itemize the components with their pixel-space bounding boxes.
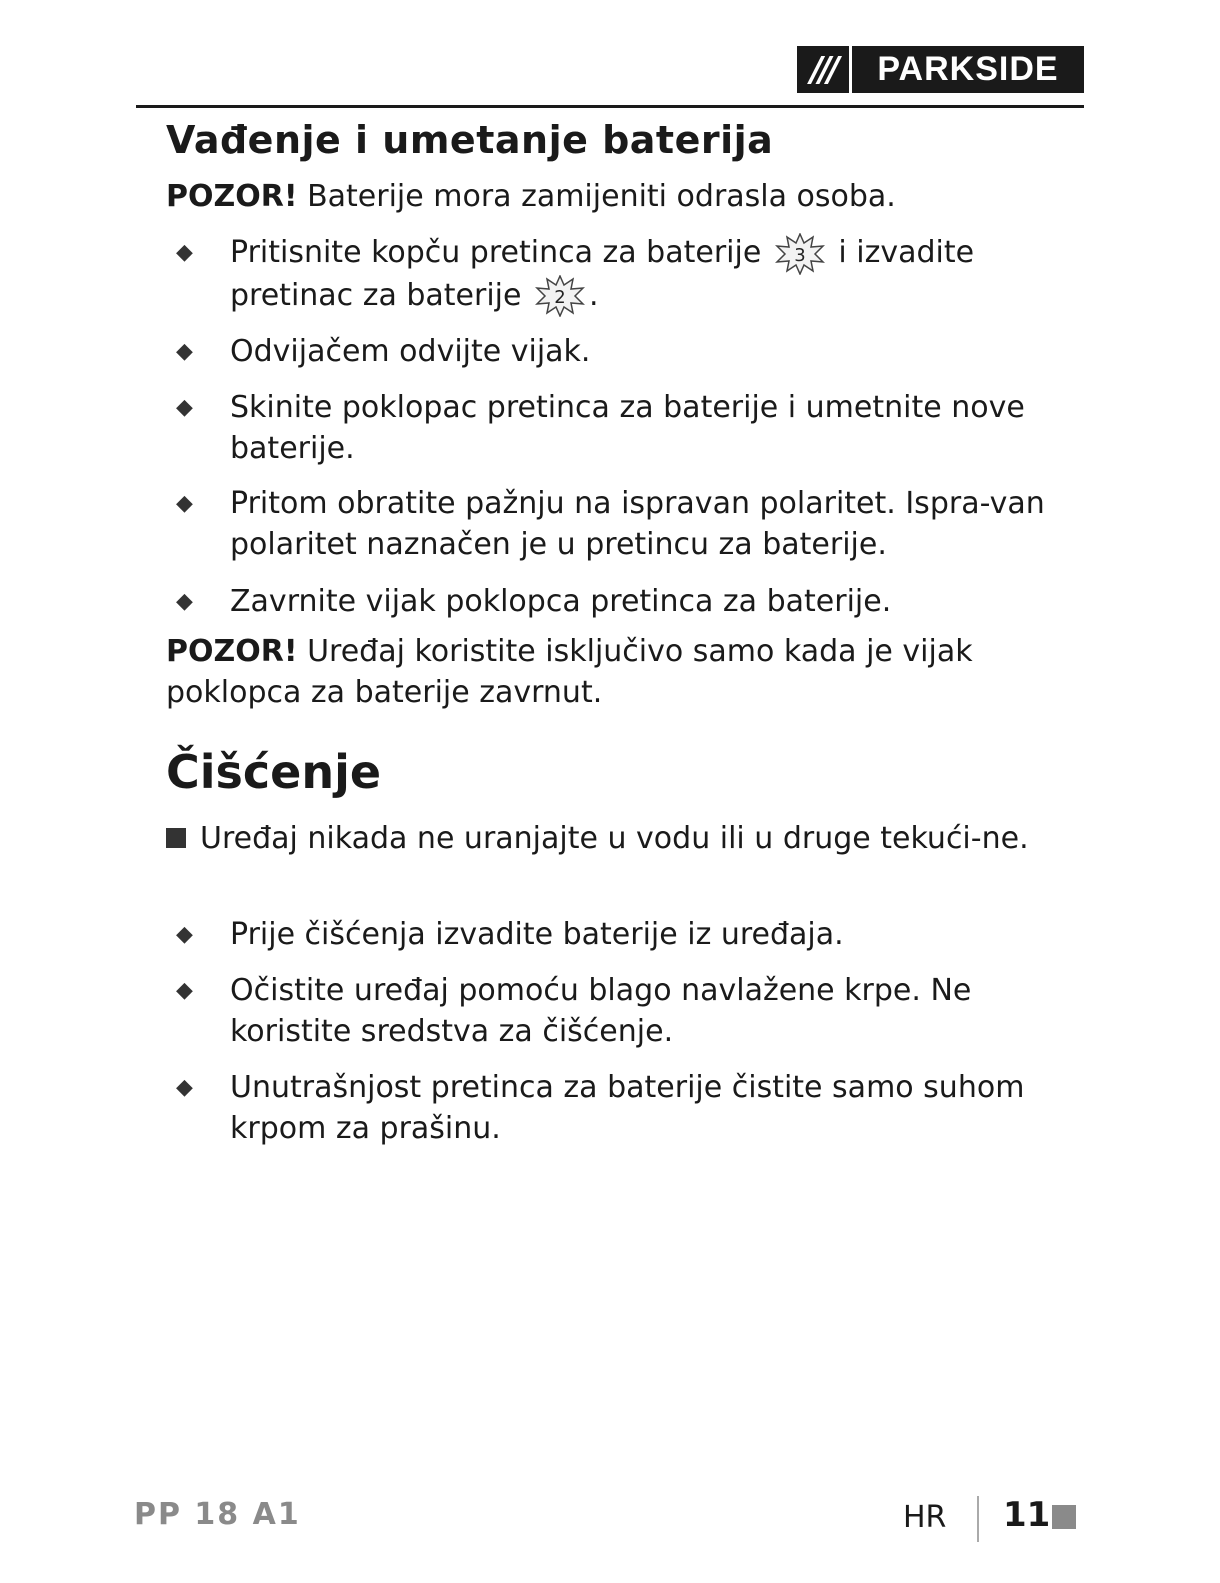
diamond-bullet-icon: ◆: [176, 339, 193, 364]
parkside-logo: [797, 46, 1084, 93]
step-text: i izvadite pretinac za baterije: [230, 235, 975, 313]
badge-number: 3: [794, 244, 806, 266]
section-title-cleaning: Čišćenje: [166, 745, 382, 799]
diamond-bullet-icon: ◆: [176, 240, 193, 265]
header-rule: [136, 105, 1084, 108]
list-item: [176, 331, 1046, 372]
list-item-text: Pritom obratite pažnju na ispravan polaritet. Ispra-van polaritet naznačen je u pretincu za baterije.: [230, 486, 1045, 562]
list-item: [176, 232, 1046, 317]
list-item: [176, 483, 1046, 565]
diamond-bullet-icon: ◆: [176, 978, 193, 1003]
diamond-bullet-icon: ◆: [176, 922, 193, 947]
square-bullet-icon: [166, 818, 200, 859]
note-label: POZOR!: [166, 634, 298, 669]
list-item-text: Skinite poklopac pretinca za baterije i umetnite nove baterije.: [230, 390, 1025, 466]
logo-slashes: ///: [810, 49, 836, 90]
callout-badge-icon: [535, 275, 585, 317]
list-item: [176, 914, 1046, 955]
badge-number: 2: [554, 287, 566, 308]
diamond-bullet-icon: ◆: [176, 491, 193, 516]
note-text: Uređaj koristite isključivo samo kada je vijak poklopca za baterije zavrnut.: [166, 634, 973, 710]
step-text: Pritisnite kopču pretinca za baterije: [230, 235, 771, 270]
diamond-bullet-icon: ◆: [176, 589, 193, 614]
footer-model: PP 18 A1: [134, 1497, 301, 1532]
diamond-bullet-icon: ◆: [176, 395, 193, 420]
diamond-bullet-icon: ◆: [176, 1075, 193, 1100]
warning-text: Baterije mora zamijeniti odrasla osoba.: [297, 179, 896, 214]
list-item-text: [230, 232, 1046, 317]
warning-paragraph: [166, 176, 1046, 217]
callout-badge-icon: [775, 233, 825, 275]
list-item: [176, 970, 1046, 1052]
list-item-text: Unutrašnjost pretinca za baterije čistite samo suhom krpom za prašinu.: [230, 1070, 1025, 1146]
safety-item: [166, 818, 1046, 859]
list-item-text: Prije čišćenja izvadite baterije iz uređaja.: [230, 917, 844, 952]
page-number: 11: [1003, 1495, 1051, 1535]
step-text: .: [589, 277, 599, 313]
logo-text: PARKSIDE: [877, 50, 1059, 88]
list-item: [176, 581, 1046, 622]
footer-square-icon: [1052, 1505, 1076, 1529]
section-title-batteries: Vađenje i umetanje baterija: [166, 118, 774, 162]
list-item: [176, 1067, 1046, 1149]
list-item-text: Odvijačem odvijte vijak.: [230, 334, 591, 369]
list-item: [176, 387, 1046, 469]
note-paragraph: [166, 631, 1046, 713]
footer-divider: [977, 1496, 979, 1542]
warning-label: POZOR!: [166, 179, 298, 214]
list-item-text: Očistite uređaj pomoću blago navlažene krpe. Ne koristite sredstva za čišćenje.: [230, 973, 972, 1049]
safety-text: Uređaj nikada ne uranjajte u vodu ili u druge tekući-ne.: [200, 821, 1029, 856]
footer-language: HR: [903, 1500, 947, 1535]
list-item-text: Zavrnite vijak poklopca pretinca za baterije.: [230, 584, 892, 619]
